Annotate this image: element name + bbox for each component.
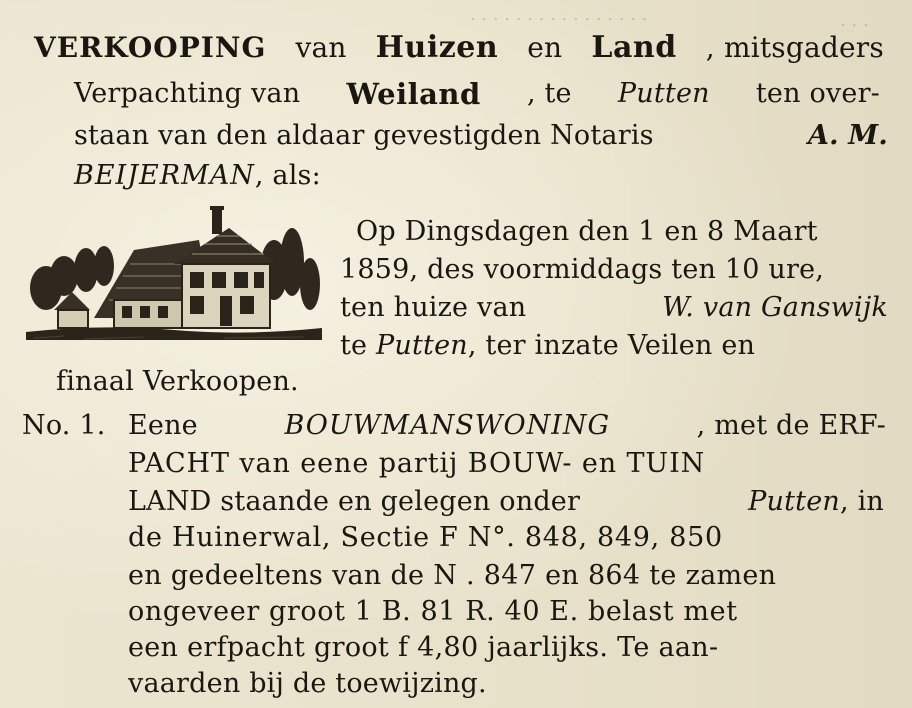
place-name: Putten xyxy=(617,78,710,109)
text-fragment: 1859, des voormiddags ten 10 ure, xyxy=(340,254,825,285)
text-fragment: vaarden bij de toewijzing. xyxy=(128,668,487,699)
text-line xyxy=(128,410,886,442)
text-fragment: ten huize van xyxy=(340,292,527,323)
item-number-label: No. 1. xyxy=(22,410,106,441)
text-line xyxy=(128,596,738,628)
text-line xyxy=(340,330,888,362)
text-line xyxy=(128,448,705,480)
text-line xyxy=(128,668,487,700)
text-fragment: finaal Verkoopen. xyxy=(56,366,299,397)
text-line xyxy=(340,292,888,324)
text-fragment: Op Dingsdagen den 1 en 8 Maart xyxy=(356,216,818,247)
text-fragment: te xyxy=(340,330,368,361)
heading-word: VERKOOPING xyxy=(34,31,267,64)
text-line xyxy=(74,78,880,110)
text-line xyxy=(356,216,888,248)
text-fragment: Eene xyxy=(128,410,198,441)
text-fragment: ongeveer groot 1 B. 81 R. 40 E. belast met xyxy=(128,596,738,627)
property-type: BOUWMANSWONING xyxy=(284,410,611,441)
text-line xyxy=(340,254,888,286)
text-line xyxy=(128,522,723,554)
bleed-through: . . . . . . . . . . . . . . . . xyxy=(470,4,648,25)
text-fragment: een erfpacht groot f 4,80 jaarlijks. Te aan- xyxy=(128,632,719,663)
text-fragment: de Huinerwal, Sectie F N°. 848, 849, 850 xyxy=(128,522,723,553)
text-line xyxy=(128,560,776,592)
text-fragment: , als: xyxy=(254,160,321,191)
text-fragment: ten over- xyxy=(755,78,880,109)
farmhouse-illustration xyxy=(24,200,324,350)
text-fragment: LAND staande en gelegen onder xyxy=(128,486,581,517)
heading-blackletter: Land xyxy=(591,30,677,65)
text-line xyxy=(74,120,888,152)
text-line xyxy=(128,486,884,518)
place-name: Putten xyxy=(376,330,468,361)
text-line xyxy=(56,366,299,398)
person-name: W. van Ganswijk xyxy=(662,292,888,323)
text-fragment: , te xyxy=(526,78,572,109)
text-fragment: PACHT van eene partij BOUW- en TUIN xyxy=(128,448,706,479)
heading-blackletter: Huizen xyxy=(375,30,499,65)
text-fragment: staan van den aldaar gevestigden Notaris xyxy=(74,120,654,151)
text-line xyxy=(128,632,718,664)
notary-name: BEIJERMAN xyxy=(74,160,255,191)
notary-initials: A. M. xyxy=(807,120,888,151)
place-name: Putten xyxy=(748,486,840,517)
heading-line xyxy=(34,32,884,64)
bleed-through: . . . xyxy=(840,10,869,31)
text-fragment: Verpachting van xyxy=(74,78,301,109)
text-fragment: , in xyxy=(840,486,884,517)
item-number xyxy=(22,410,106,442)
heading-word: van xyxy=(295,31,347,64)
text-line xyxy=(74,160,321,192)
heading-blackletter: Weiland xyxy=(346,77,481,111)
text-fragment: , ter inzate Veilen en xyxy=(467,330,756,361)
heading-word: en xyxy=(527,31,563,64)
text-fragment: en gedeeltens van de N . 847 en 864 te zamen xyxy=(128,560,777,591)
text-fragment: , met de ERF- xyxy=(696,410,886,441)
heading-word: , mitsgaders xyxy=(705,31,884,64)
